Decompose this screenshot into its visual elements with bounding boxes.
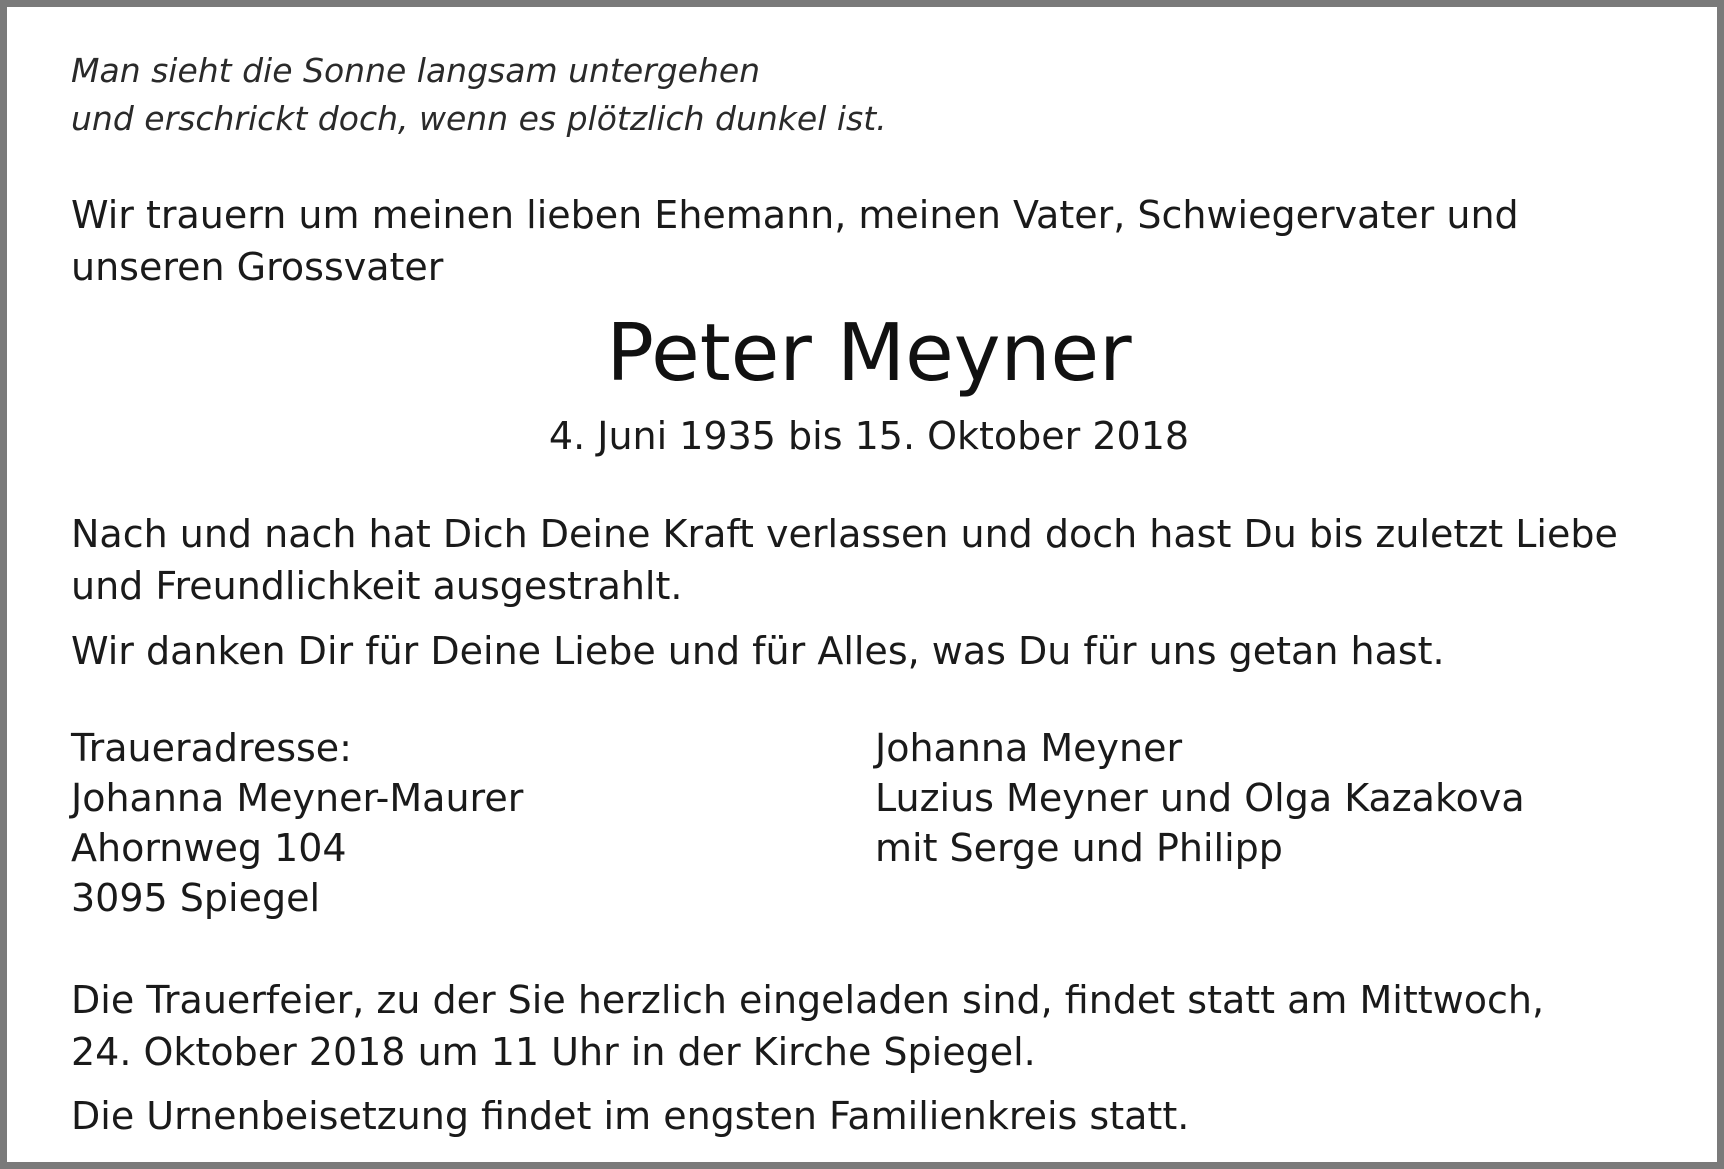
tribute-text bbox=[71, 508, 1618, 612]
mourner-entry: Luzius Meyner und Olga Kazakova bbox=[875, 776, 1525, 820]
ceremony-line: 24. Oktober 2018 um 11 Uhr in der Kirche Spiegel. bbox=[71, 1030, 1036, 1074]
life-dates: 4. Juni 1935 bis 15. Oktober 2018 bbox=[548, 414, 1190, 458]
motto-line: und erschrickt doch, wenn es plötzlich dunkel ist. bbox=[71, 99, 887, 138]
intro-line: Wir trauern um meinen lieben Ehemann, meinen Vater, Schwiegervater und bbox=[71, 193, 1519, 237]
ceremony-line: Die Trauerfeier, zu der Sie herzlich eingeladen sind, findet statt am Mittwoch, bbox=[71, 978, 1545, 1022]
motto-quote bbox=[71, 47, 887, 143]
tribute-line: Nach und nach hat Dich Deine Kraft verlassen und doch hast Du bis zuletzt Liebe bbox=[71, 512, 1618, 556]
mourner-entry: mit Serge und Philipp bbox=[875, 826, 1283, 870]
address-label: Traueradresse: bbox=[71, 726, 352, 770]
thanks-text: Wir danken Dir für Deine Liebe und für Alles, was Du für uns getan hast. bbox=[71, 629, 1445, 673]
mourner-entry: Johanna Meyner bbox=[875, 726, 1183, 770]
address-street: Ahornweg 104 bbox=[71, 826, 347, 870]
tribute-line: und Freundlichkeit ausgestrahlt. bbox=[71, 564, 683, 608]
mourners-list bbox=[875, 723, 1525, 873]
deceased-name: Peter Meyner bbox=[606, 307, 1132, 399]
mourning-address bbox=[71, 723, 523, 923]
address-city: 3095 Spiegel bbox=[71, 876, 321, 920]
ceremony-text bbox=[71, 974, 1544, 1078]
address-name: Johanna Meyner-Maurer bbox=[71, 776, 524, 820]
intro-line: unseren Grossvater bbox=[71, 245, 444, 289]
intro-text bbox=[71, 189, 1519, 293]
urn-burial-text: Die Urnenbeisetzung findet im engsten Familienkreis statt. bbox=[71, 1094, 1190, 1138]
motto-line: Man sieht die Sonne langsam untergehen bbox=[71, 51, 761, 90]
